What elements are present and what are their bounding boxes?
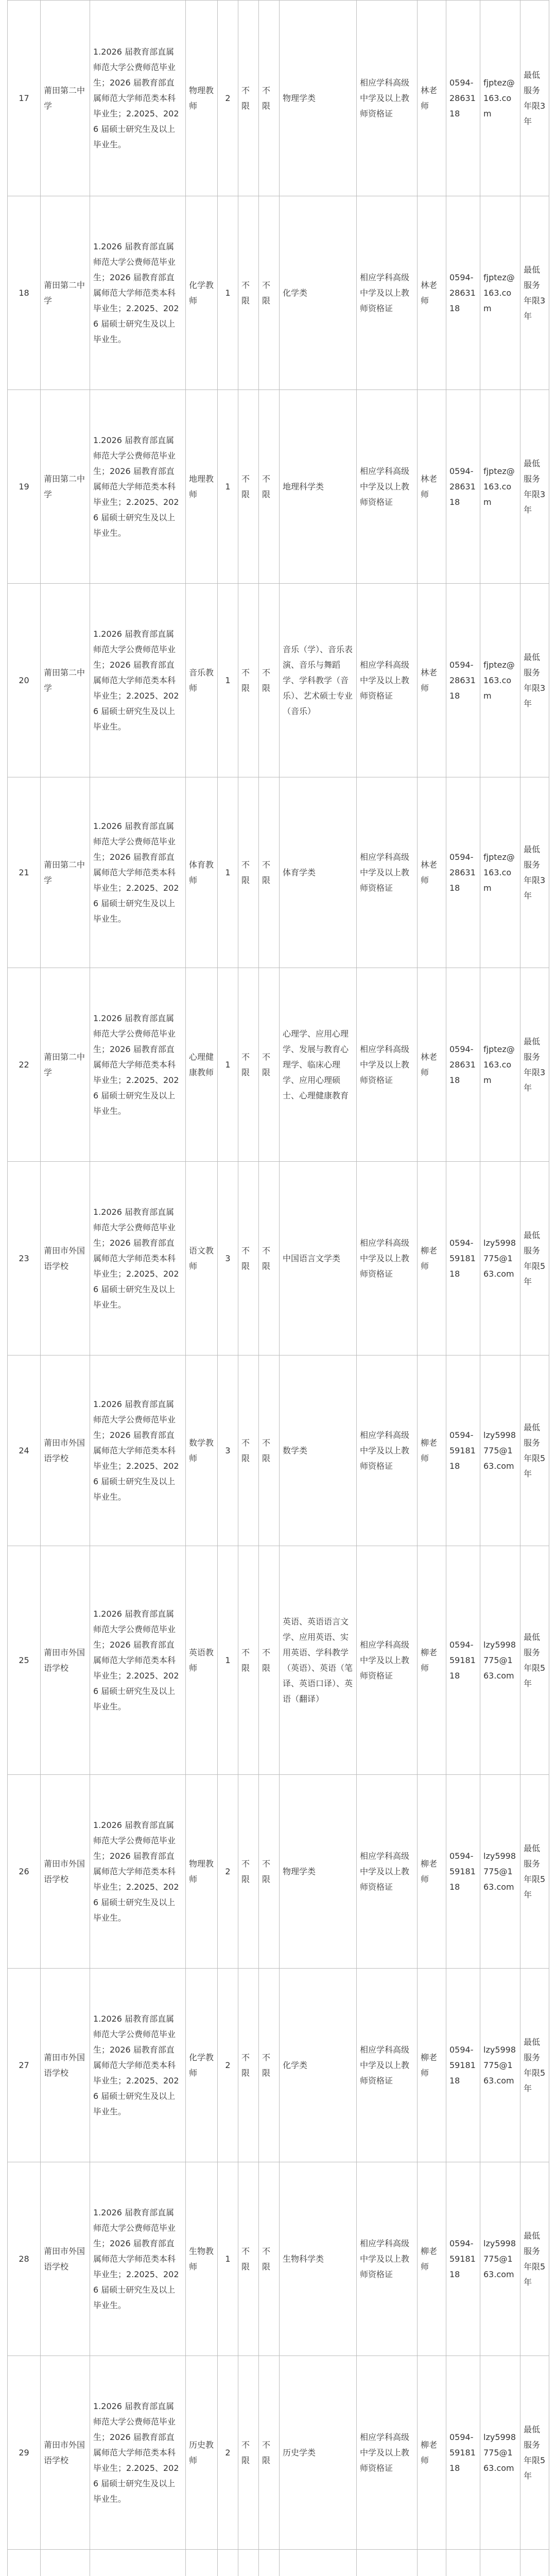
table-row [8, 1, 549, 196]
contact-person-cell: 林老师 [418, 196, 446, 390]
service-years-cell: 最低服务年限5年 [520, 1546, 549, 1775]
major-requirement-cell: 地理科学类 [280, 390, 357, 584]
position-title-cell: 体育教师 [186, 777, 218, 968]
school-name-cell: 莆田市外国语学校 [41, 2162, 90, 2356]
major-requirement-cell: 中国语言文学类 [280, 1162, 357, 1355]
phone-number-cell: 0594-5918118 [446, 1775, 480, 1969]
qualification-cell: 相应学科高级中学及以上教师资格证 [357, 1, 418, 196]
requirement-cell: 1.2026 届教育部直属师范大学公费师范毕业生；2026 届教育部直属师范大学师范类本科毕业生；2.2025、2026 届硕士研究生及以上毕业生。 [90, 1, 186, 196]
major-requirement-cell: 生物科学类 [280, 2162, 357, 2356]
other-limit-cell: 不限 [259, 2356, 280, 2550]
email-address-cell: lzy5998775@163.com [480, 1775, 520, 1969]
contact-person-cell: 林老师 [418, 777, 446, 968]
phone-number-cell: 0594-5918118 [446, 2356, 480, 2550]
row-number-cell: 20 [8, 584, 41, 777]
major-requirement-cell: 物理学类 [280, 1775, 357, 1969]
table-body [8, 1, 549, 2576]
recruitment-table-container [7, 0, 549, 2576]
hire-count-cell: 1 [218, 196, 238, 390]
position-title-cell: 物理教师 [186, 1, 218, 196]
row-number-cell: 23 [8, 1162, 41, 1355]
school-name-cell: 莆田市外国语学校 [41, 2356, 90, 2550]
qualification-cell: 相应学科高级中学及以上教师资格证 [357, 1546, 418, 1775]
requirement-cell: 1.2026 届教育部直属师范大学公费师范毕业生；2026 届教育部直属师范大学师范类本科毕业生；2.2025、2026 届硕士研究生及以上毕业生。 [90, 968, 186, 1162]
qualification-cell [357, 2550, 418, 2576]
position-title-cell: 地理教师 [186, 390, 218, 584]
major-requirement-cell: 化学类 [280, 196, 357, 390]
contact-person-cell [418, 2550, 446, 2576]
other-limit-cell: 不限 [259, 968, 280, 1162]
major-requirement-cell: 音乐（学）、音乐表演、音乐与舞蹈学、学科教学（音乐）、艺术硕士专业（音乐） [280, 584, 357, 777]
position-title-cell: 英语教师 [186, 1546, 218, 1775]
phone-number-cell: 0594-2863118 [446, 584, 480, 777]
phone-number-cell: 0594-2863118 [446, 390, 480, 584]
table-row [8, 1969, 549, 2162]
gender-limit-cell: 不限 [238, 968, 259, 1162]
requirement-cell: 1.2026 届教育部直属师范大学公费师范毕业生；2026 届教育部直属师范大学师范类本科毕业生；2.2025、2026 届硕士研究生及以上毕业生。 [90, 584, 186, 777]
qualification-cell: 相应学科高级中学及以上教师资格证 [357, 1969, 418, 2162]
major-requirement-cell: 英语、英语语言文学、应用英语、实用英语、学科教学（英语）、英语（笔译、英语口译）、英语（翻译） [280, 1546, 357, 1775]
contact-person-cell: 柳老师 [418, 1775, 446, 1969]
gender-limit-cell [238, 2550, 259, 2576]
row-number-cell: 17 [8, 1, 41, 196]
row-number-cell: 22 [8, 968, 41, 1162]
major-requirement-cell [280, 2550, 357, 2576]
service-years-cell [520, 2550, 549, 2576]
gender-limit-cell: 不限 [238, 2356, 259, 2550]
position-title-cell: 生物教师 [186, 2162, 218, 2356]
service-years-cell: 最低服务年限3年 [520, 1, 549, 196]
hire-count-cell: 2 [218, 1, 238, 196]
phone-number-cell: 0594-5918118 [446, 1546, 480, 1775]
position-title-cell: 心理健康教师 [186, 968, 218, 1162]
gender-limit-cell: 不限 [238, 1775, 259, 1969]
school-name-cell: 莆田市外国语学校 [41, 1546, 90, 1775]
service-years-cell: 最低服务年限5年 [520, 1355, 549, 1546]
hire-count-cell: 1 [218, 777, 238, 968]
position-title-cell: 语文教师 [186, 1162, 218, 1355]
email-address-cell: fjptez@163.com [480, 1, 520, 196]
position-title-cell: 历史教师 [186, 2356, 218, 2550]
school-name-cell: 莆田第二中学 [41, 390, 90, 584]
row-number-cell: 26 [8, 1775, 41, 1969]
qualification-cell: 相应学科高级中学及以上教师资格证 [357, 196, 418, 390]
email-address-cell: fjptez@163.com [480, 390, 520, 584]
requirement-cell: 1.2026 届教育部直属师范大学公费师范毕业生；2026 届教育部直属师范大学师范类本科毕业生；2.2025、2026 届硕士研究生及以上毕业生。 [90, 2162, 186, 2356]
hire-count-cell [218, 2550, 238, 2576]
email-address-cell: fjptez@163.com [480, 777, 520, 968]
service-years-cell: 最低服务年限3年 [520, 390, 549, 584]
phone-number-cell: 0594-2863118 [446, 777, 480, 968]
table-row [8, 390, 549, 584]
table-row [8, 1775, 549, 1969]
school-name-cell: 莆田市外国语学校 [41, 1969, 90, 2162]
other-limit-cell [259, 2550, 280, 2576]
table-row [8, 196, 549, 390]
contact-person-cell: 林老师 [418, 1, 446, 196]
phone-number-cell: 0594-5918118 [446, 1355, 480, 1546]
service-years-cell: 最低服务年限5年 [520, 1162, 549, 1355]
email-address-cell: lzy5998775@163.com [480, 1546, 520, 1775]
requirement-cell: 1.2026 届教育部直属师范大学公费师范毕业生；2026 届教育部直属师范大学师范类本科毕业生；2.2025、2026 届硕士研究生及以上毕业生。 [90, 2356, 186, 2550]
phone-number-cell: 0594-2863118 [446, 1, 480, 196]
phone-number-cell: 0594-5918118 [446, 2162, 480, 2356]
hire-count-cell: 2 [218, 1969, 238, 2162]
contact-person-cell: 柳老师 [418, 1162, 446, 1355]
email-address-cell: lzy5998775@163.com [480, 1162, 520, 1355]
school-name-cell [41, 2550, 90, 2576]
school-name-cell: 莆田第二中学 [41, 1, 90, 196]
table-row [8, 1162, 549, 1355]
email-address-cell: lzy5998775@163.com [480, 2162, 520, 2356]
qualification-cell: 相应学科高级中学及以上教师资格证 [357, 777, 418, 968]
other-limit-cell: 不限 [259, 1162, 280, 1355]
other-limit-cell: 不限 [259, 390, 280, 584]
service-years-cell: 最低服务年限3年 [520, 196, 549, 390]
contact-person-cell: 柳老师 [418, 1355, 446, 1546]
major-requirement-cell: 历史学类 [280, 2356, 357, 2550]
hire-count-cell: 1 [218, 1546, 238, 1775]
qualification-cell: 相应学科高级中学及以上教师资格证 [357, 584, 418, 777]
qualification-cell: 相应学科高级中学及以上教师资格证 [357, 390, 418, 584]
school-name-cell: 莆田第二中学 [41, 196, 90, 390]
phone-number-cell [446, 2550, 480, 2576]
requirement-cell: 1.2026 届教育部直属师范大学公费师范毕业生；2026 届教育部直属师范大学师范类本科毕业生；2.2025、2026 届硕士研究生及以上毕业生。 [90, 1355, 186, 1546]
qualification-cell: 相应学科高级中学及以上教师资格证 [357, 1775, 418, 1969]
table-row [8, 2356, 549, 2550]
row-number-cell: 24 [8, 1355, 41, 1546]
contact-person-cell: 林老师 [418, 968, 446, 1162]
gender-limit-cell: 不限 [238, 1969, 259, 2162]
requirement-cell: 1.2026 届教育部直属师范大学公费师范毕业生；2026 届教育部直属师范大学师范类本科毕业生；2.2025、2026 届硕士研究生及以上毕业生。 [90, 1162, 186, 1355]
position-title-cell: 数学教师 [186, 1355, 218, 1546]
hire-count-cell: 1 [218, 584, 238, 777]
row-number-cell: 19 [8, 390, 41, 584]
email-address-cell: lzy5998775@163.com [480, 2356, 520, 2550]
qualification-cell: 相应学科高级中学及以上教师资格证 [357, 2356, 418, 2550]
other-limit-cell: 不限 [259, 2162, 280, 2356]
phone-number-cell: 0594-2863118 [446, 196, 480, 390]
major-requirement-cell: 物理学类 [280, 1, 357, 196]
row-number-cell: 25 [8, 1546, 41, 1775]
other-limit-cell: 不限 [259, 777, 280, 968]
position-title-cell: 化学教师 [186, 196, 218, 390]
gender-limit-cell: 不限 [238, 1162, 259, 1355]
table-row [8, 777, 549, 968]
row-number-cell: 18 [8, 196, 41, 390]
table-row [8, 2162, 549, 2356]
gender-limit-cell: 不限 [238, 777, 259, 968]
row-number-cell: 21 [8, 777, 41, 968]
major-requirement-cell: 化学类 [280, 1969, 357, 2162]
contact-person-cell: 柳老师 [418, 2162, 446, 2356]
service-years-cell: 最低服务年限5年 [520, 1969, 549, 2162]
gender-limit-cell: 不限 [238, 584, 259, 777]
hire-count-cell: 1 [218, 968, 238, 1162]
major-requirement-cell: 体育学类 [280, 777, 357, 968]
gender-limit-cell: 不限 [238, 2162, 259, 2356]
major-requirement-cell: 心理学、应用心理学、发展与教育心理学、临床心理学、应用心理硕士、心理健康教育 [280, 968, 357, 1162]
other-limit-cell: 不限 [259, 584, 280, 777]
service-years-cell: 最低服务年限3年 [520, 584, 549, 777]
phone-number-cell: 0594-5918118 [446, 1162, 480, 1355]
service-years-cell: 最低服务年限5年 [520, 2162, 549, 2356]
qualification-cell: 相应学科高级中学及以上教师资格证 [357, 1355, 418, 1546]
gender-limit-cell: 不限 [238, 196, 259, 390]
email-address-cell: fjptez@163.com [480, 196, 520, 390]
row-number-cell: 27 [8, 1969, 41, 2162]
requirement-cell: 1.2026 届教育部直属师范大学公费师范毕业生；2026 届教育部直属师范大学师范类本科毕业生；2.2025、2026 届硕士研究生及以上毕业生。 [90, 1546, 186, 1775]
hire-count-cell: 3 [218, 1355, 238, 1546]
requirement-cell: 1.2026 届教育部直属师范大学公费师范毕业生；2026 届教育部直属师范大学师范类本科毕业生；2.2025、2026 届硕士研究生及以上毕业生。 [90, 390, 186, 584]
email-address-cell: fjptez@163.com [480, 968, 520, 1162]
other-limit-cell: 不限 [259, 1546, 280, 1775]
other-limit-cell: 不限 [259, 1355, 280, 1546]
email-address-cell: lzy5998775@163.com [480, 1355, 520, 1546]
position-title-cell: 音乐教师 [186, 584, 218, 777]
requirement-cell: 1.2026 届教育部直属师范大学公费师范毕业生；2026 届教育部直属师范大学师范类本科毕业生；2.2025、2026 届硕士研究生及以上毕业生。 [90, 777, 186, 968]
recruitment-table [7, 0, 549, 2576]
qualification-cell: 相应学科高级中学及以上教师资格证 [357, 1162, 418, 1355]
other-limit-cell: 不限 [259, 196, 280, 390]
email-address-cell: lzy5998775@163.com [480, 1969, 520, 2162]
major-requirement-cell: 数学类 [280, 1355, 357, 1546]
contact-person-cell: 柳老师 [418, 1546, 446, 1775]
contact-person-cell: 柳老师 [418, 2356, 446, 2550]
table-row [8, 2550, 549, 2576]
school-name-cell: 莆田市外国语学校 [41, 1355, 90, 1546]
service-years-cell: 最低服务年限5年 [520, 2356, 549, 2550]
position-title-cell: 物理教师 [186, 1775, 218, 1969]
service-years-cell: 最低服务年限5年 [520, 1775, 549, 1969]
gender-limit-cell: 不限 [238, 1546, 259, 1775]
qualification-cell: 相应学科高级中学及以上教师资格证 [357, 968, 418, 1162]
row-number-cell: 29 [8, 2356, 41, 2550]
school-name-cell: 莆田第二中学 [41, 968, 90, 1162]
requirement-cell: 1.2026 届教育部直属师范大学公费师范毕业生；2026 届教育部直属师范大学师范类本科毕业生；2.2025、2026 届硕士研究生及以上毕业生。 [90, 196, 186, 390]
table-row [8, 1355, 549, 1546]
service-years-cell: 最低服务年限3年 [520, 777, 549, 968]
table-row [8, 584, 549, 777]
email-address-cell [480, 2550, 520, 2576]
school-name-cell: 莆田第二中学 [41, 584, 90, 777]
hire-count-cell: 2 [218, 2356, 238, 2550]
gender-limit-cell: 不限 [238, 390, 259, 584]
hire-count-cell: 3 [218, 1162, 238, 1355]
requirement-cell: 1.2026 届教育部直属师范大学公费师范毕业生；2026 届教育部直属师范大学师范类本科毕业生；2.2025、2026 届硕士研究生及以上毕业生。 [90, 1775, 186, 1969]
requirement-cell: 1.2026 届教育部直属师范大学公费师范毕业生；2026 届教育部直属师范大学师范类本科毕业生；2.2025、2026 届硕士研究生及以上毕业生。 [90, 1969, 186, 2162]
position-title-cell: 化学教师 [186, 1969, 218, 2162]
contact-person-cell: 林老师 [418, 390, 446, 584]
hire-count-cell: 1 [218, 390, 238, 584]
school-name-cell: 莆田市外国语学校 [41, 1775, 90, 1969]
phone-number-cell: 0594-2863118 [446, 968, 480, 1162]
table-row [8, 968, 549, 1162]
other-limit-cell: 不限 [259, 1969, 280, 2162]
other-limit-cell: 不限 [259, 1775, 280, 1969]
requirement-cell [90, 2550, 186, 2576]
gender-limit-cell: 不限 [238, 1355, 259, 1546]
contact-person-cell: 柳老师 [418, 1969, 446, 2162]
school-name-cell: 莆田第二中学 [41, 777, 90, 968]
position-title-cell [186, 2550, 218, 2576]
school-name-cell: 莆田市外国语学校 [41, 1162, 90, 1355]
other-limit-cell: 不限 [259, 1, 280, 196]
hire-count-cell: 1 [218, 2162, 238, 2356]
row-number-cell [8, 2550, 41, 2576]
email-address-cell: fjptez@163.com [480, 584, 520, 777]
gender-limit-cell: 不限 [238, 1, 259, 196]
service-years-cell: 最低服务年限3年 [520, 968, 549, 1162]
row-number-cell: 28 [8, 2162, 41, 2356]
qualification-cell: 相应学科高级中学及以上教师资格证 [357, 2162, 418, 2356]
phone-number-cell: 0594-5918118 [446, 1969, 480, 2162]
table-row [8, 1546, 549, 1775]
hire-count-cell: 2 [218, 1775, 238, 1969]
contact-person-cell: 林老师 [418, 584, 446, 777]
